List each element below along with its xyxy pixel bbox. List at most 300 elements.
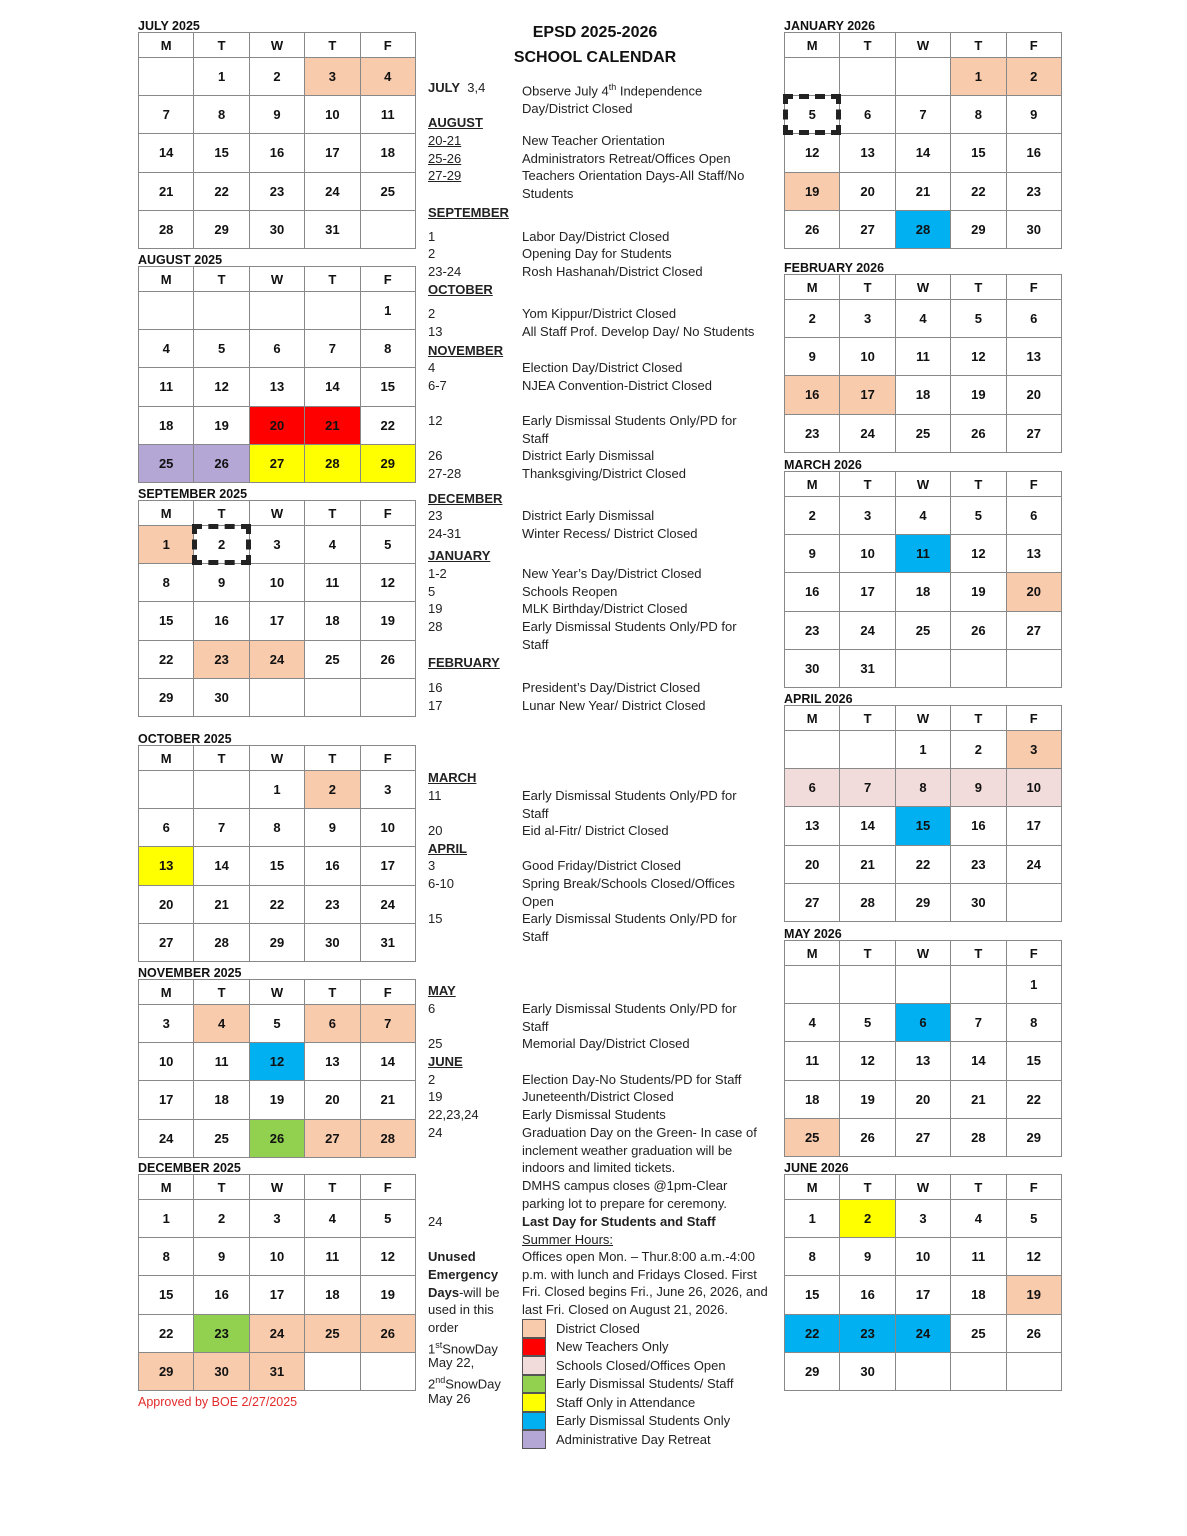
event-desc: New Teacher Orientation <box>522 133 665 148</box>
week-row <box>139 1200 416 1238</box>
legend-swatch <box>522 1375 546 1394</box>
week-row <box>785 807 1062 845</box>
unused-will-be: -will be <box>459 1285 500 1300</box>
day-cell: 24 <box>840 611 895 649</box>
week-row <box>785 58 1062 96</box>
day-cell: 3 <box>840 300 895 338</box>
weekday-header: W <box>249 746 304 771</box>
day-cell: 10 <box>360 809 415 847</box>
day-cell: 8 <box>360 330 415 368</box>
day-cell: 31 <box>249 1352 304 1390</box>
month-grid <box>784 1174 1062 1391</box>
day-cell: 2 <box>194 1200 249 1238</box>
weekday-header: W <box>895 275 950 300</box>
day-cell: 18 <box>360 134 415 172</box>
day-cell: 20 <box>139 885 194 923</box>
weekday-header: T <box>305 980 360 1005</box>
day-cell: 9 <box>249 96 304 134</box>
day-cell: 26 <box>951 611 1006 649</box>
empty-cell <box>249 678 304 716</box>
week-row <box>785 134 1062 172</box>
day-cell: 20 <box>1006 376 1061 414</box>
section-august: AUGUST <box>428 115 483 130</box>
week-row <box>139 1276 416 1314</box>
week-row <box>139 923 416 961</box>
event-date: 24 <box>428 1125 443 1140</box>
day-cell: 1 <box>1006 966 1061 1004</box>
day-cell: 30 <box>840 1352 895 1390</box>
day-cell: 20 <box>249 406 304 444</box>
day-cell: 15 <box>951 134 1006 172</box>
event-date: 23-24 <box>428 264 462 279</box>
day-cell: 12 <box>951 535 1006 573</box>
event-date: 12 <box>428 413 443 428</box>
day-cell: 15 <box>139 602 194 640</box>
empty-cell <box>951 1352 1006 1390</box>
month-may <box>784 928 1062 1157</box>
calendar-title <box>470 20 720 70</box>
weekday-header: T <box>951 33 1006 58</box>
day-cell: 25 <box>305 1314 360 1352</box>
day-cell: 2 <box>785 300 840 338</box>
event-desc: Spring Break/Schools Closed/Offices Open <box>522 876 735 909</box>
day-cell: 24 <box>305 172 360 210</box>
event-desc: Yom Kippur/District Closed <box>522 306 677 321</box>
week-row <box>139 292 416 330</box>
day-cell: 23 <box>194 1314 249 1352</box>
weekday-header: W <box>895 472 950 497</box>
week-row <box>785 1314 1062 1352</box>
week-row <box>785 535 1062 573</box>
weekday-header: F <box>1006 1175 1061 1200</box>
day-cell: 12 <box>194 368 249 406</box>
day-cell: 7 <box>139 96 194 134</box>
day-cell: 19 <box>194 406 249 444</box>
day-cell: 16 <box>785 573 840 611</box>
day-cell: 28 <box>305 444 360 482</box>
day-cell: 27 <box>139 923 194 961</box>
week-row <box>139 1043 416 1081</box>
empty-cell <box>1006 649 1061 687</box>
weekday-header: F <box>1006 472 1061 497</box>
day-cell: 28 <box>951 1118 1006 1156</box>
day-cell: 25 <box>785 1118 840 1156</box>
week-row <box>785 1352 1062 1390</box>
day-cell: 14 <box>305 368 360 406</box>
day-cell: 21 <box>305 406 360 444</box>
legend-item <box>522 1356 734 1375</box>
day-cell: 17 <box>895 1276 950 1314</box>
day-cell: 9 <box>840 1238 895 1276</box>
event-desc: Eid al-Fitr/ District Closed <box>522 823 669 838</box>
event-desc: Teachers Orientation Days-All Staff/No Students <box>522 168 745 201</box>
section-november: NOVEMBER <box>428 343 504 358</box>
weekday-header: T <box>840 941 895 966</box>
weekday-header: W <box>249 33 304 58</box>
week-row <box>785 1276 1062 1314</box>
month-title: MARCH 2026 <box>784 458 862 472</box>
month-grid <box>138 500 416 717</box>
weekday-header: F <box>360 501 415 526</box>
day-cell: 6 <box>840 96 895 134</box>
day-cell: 9 <box>194 1238 249 1276</box>
day-cell: 30 <box>1006 210 1061 248</box>
event-desc: Early Dismissal Students Only/PD for Staff <box>522 619 737 652</box>
event-date: 20 <box>428 823 443 838</box>
week-row <box>139 1005 416 1043</box>
day-cell: 7 <box>951 1004 1006 1042</box>
week-row <box>139 406 416 444</box>
empty-cell <box>840 58 895 96</box>
day-cell: 26 <box>194 444 249 482</box>
event-desc: Early Dismissal Students Only/PD for Staff <box>522 788 737 821</box>
empty-cell <box>194 771 249 809</box>
weekday-header: M <box>139 980 194 1005</box>
week-row <box>785 497 1062 535</box>
month-aug <box>138 254 416 483</box>
empty-cell <box>785 58 840 96</box>
day-cell: 25 <box>139 444 194 482</box>
event-date: 2 <box>428 246 436 261</box>
legend-label: New Teachers Only <box>556 1339 669 1355</box>
weekday-header: T <box>840 33 895 58</box>
day-cell: 1 <box>951 58 1006 96</box>
event-date: 5 <box>428 584 436 599</box>
event-desc: Early Dismissal Students Only/PD for Staff <box>522 911 737 944</box>
day-cell: 3 <box>249 1200 304 1238</box>
day-cell: 8 <box>139 1238 194 1276</box>
empty-cell <box>895 1352 950 1390</box>
day-cell: 16 <box>951 807 1006 845</box>
weekday-header: M <box>785 941 840 966</box>
day-cell: 14 <box>951 1042 1006 1080</box>
day-cell: 20 <box>840 172 895 210</box>
weekday-header: T <box>305 33 360 58</box>
day-cell: 3 <box>249 526 304 564</box>
event-desc: Observe July 4th Independence Day/District Closed <box>522 82 703 116</box>
legend-item <box>522 1393 734 1412</box>
day-cell: 17 <box>1006 807 1061 845</box>
event-desc: Early Dismissal Students Only/PD for Staff <box>522 413 737 446</box>
weekday-header: T <box>194 1175 249 1200</box>
day-cell: 1 <box>139 1200 194 1238</box>
day-cell: 24 <box>1006 845 1061 883</box>
weekday-header: W <box>895 1175 950 1200</box>
day-cell: 6 <box>305 1005 360 1043</box>
month-title: JULY 2025 <box>138 19 200 33</box>
week-row <box>139 640 416 678</box>
event-date: 25 <box>428 1036 443 1051</box>
day-cell: 5 <box>249 1005 304 1043</box>
weekday-header: F <box>360 746 415 771</box>
week-row <box>139 96 416 134</box>
week-row <box>785 1200 1062 1238</box>
weekday-header: T <box>194 33 249 58</box>
day-cell: 29 <box>139 1352 194 1390</box>
event-date: 27-28 <box>428 466 462 481</box>
day-cell: 4 <box>360 58 415 96</box>
summer-hours-title: Summer Hours: <box>522 1232 614 1247</box>
weekday-header: T <box>194 746 249 771</box>
weekday-header: M <box>139 33 194 58</box>
weekday-header: W <box>249 267 304 292</box>
day-cell: 22 <box>895 845 950 883</box>
month-dec <box>138 1162 416 1391</box>
weekday-header: T <box>951 472 1006 497</box>
empty-cell <box>785 731 840 769</box>
day-cell: 27 <box>1006 611 1061 649</box>
day-cell: 23 <box>1006 172 1061 210</box>
legend-swatch <box>522 1338 546 1357</box>
week-row <box>139 172 416 210</box>
day-cell: 16 <box>785 376 840 414</box>
day-cell: 13 <box>305 1043 360 1081</box>
day-cell: 10 <box>249 564 304 602</box>
unused-label-3 <box>428 1284 500 1302</box>
empty-cell <box>305 678 360 716</box>
weekday-header: T <box>305 501 360 526</box>
weekday-header: M <box>785 275 840 300</box>
month-jul <box>138 20 416 249</box>
day-cell: 28 <box>139 210 194 248</box>
section-january: JANUARY <box>428 548 491 563</box>
week-row <box>785 338 1062 376</box>
legend <box>522 1319 734 1449</box>
month-grid <box>138 266 416 483</box>
day-cell: 8 <box>951 96 1006 134</box>
day-cell: 6 <box>785 769 840 807</box>
summer-hours-text: Offices open Mon. – Thur.8:00 a.m.-4:00 p.m. with lunch and Fridays Closed. First Fri. Closed begins Fri., June 26, 2026, and last Fri. Closed on August 21, 2026. <box>522 1249 768 1317</box>
day-cell: 7 <box>360 1005 415 1043</box>
day-cell: 18 <box>139 406 194 444</box>
legend-item <box>522 1338 734 1357</box>
day-cell: 26 <box>840 1118 895 1156</box>
section-june: JUNE <box>428 1054 463 1069</box>
week-row <box>785 649 1062 687</box>
event-desc: MLK Birthday/District Closed <box>522 601 688 616</box>
day-cell: 12 <box>360 564 415 602</box>
event-date: 16 <box>428 680 443 695</box>
week-row <box>785 172 1062 210</box>
day-cell: 18 <box>895 376 950 414</box>
weekday-header: T <box>951 275 1006 300</box>
day-cell: 12 <box>785 134 840 172</box>
day-cell: 19 <box>840 1080 895 1118</box>
day-cell: 7 <box>840 769 895 807</box>
day-cell: 2 <box>785 497 840 535</box>
event-desc: Early Dismissal Students Only/PD for Staff <box>522 1001 737 1034</box>
day-cell: 13 <box>785 807 840 845</box>
event-date: 23 <box>428 508 443 523</box>
section-march: MARCH <box>428 770 477 785</box>
event-date: 22,23,24 <box>428 1107 479 1122</box>
day-cell: 14 <box>139 134 194 172</box>
day-cell: 23 <box>951 845 1006 883</box>
event-date: 6-10 <box>428 876 455 891</box>
day-cell: 27 <box>1006 414 1061 452</box>
weekday-header: F <box>1006 33 1061 58</box>
weekday-header: F <box>360 980 415 1005</box>
empty-cell <box>895 58 950 96</box>
month-title: MAY 2026 <box>784 927 842 941</box>
day-cell: 18 <box>785 1080 840 1118</box>
day-cell: 30 <box>951 883 1006 921</box>
week-row <box>785 731 1062 769</box>
weekday-header: W <box>249 501 304 526</box>
day-cell: 2 <box>194 526 249 564</box>
day-cell: 13 <box>249 368 304 406</box>
day-cell: 5 <box>360 526 415 564</box>
event-desc: DMHS campus closes @1pm-Clear parking lot to prepare for ceremony. <box>522 1178 728 1211</box>
day-cell: 5 <box>951 300 1006 338</box>
day-cell: 8 <box>194 96 249 134</box>
day-cell: 26 <box>951 414 1006 452</box>
day-cell: 18 <box>951 1276 1006 1314</box>
snow-day-2: 2ndSnowDay <box>428 1375 501 1392</box>
day-cell: 10 <box>249 1238 304 1276</box>
weekday-header: F <box>360 33 415 58</box>
weekday-header: F <box>1006 941 1061 966</box>
day-cell: 11 <box>951 1238 1006 1276</box>
weekday-header: T <box>840 1175 895 1200</box>
day-cell: 13 <box>895 1042 950 1080</box>
weekday-header: M <box>139 501 194 526</box>
day-cell: 3 <box>139 1005 194 1043</box>
event-desc: Election Day/District Closed <box>522 360 683 375</box>
month-apr <box>784 693 1062 922</box>
day-cell: 25 <box>895 414 950 452</box>
day-cell: 3 <box>1006 731 1061 769</box>
day-cell: 17 <box>249 1276 304 1314</box>
event-date: 1-2 <box>428 566 447 581</box>
day-cell: 20 <box>785 845 840 883</box>
week-row <box>785 1004 1062 1042</box>
day-cell: 21 <box>840 845 895 883</box>
weekday-header: F <box>1006 275 1061 300</box>
event-date: 24-31 <box>428 526 462 541</box>
month-grid <box>784 274 1062 453</box>
day-cell: 4 <box>895 497 950 535</box>
day-cell: 17 <box>360 847 415 885</box>
weekday-header: W <box>249 1175 304 1200</box>
day-cell: 10 <box>840 338 895 376</box>
day-cell: 12 <box>840 1042 895 1080</box>
section-july: JULY <box>428 80 461 95</box>
weekday-header: F <box>360 267 415 292</box>
event-date: 13 <box>428 324 443 339</box>
day-cell: 11 <box>139 368 194 406</box>
day-cell: 15 <box>194 134 249 172</box>
day-cell: 29 <box>249 923 304 961</box>
day-cell: 25 <box>305 640 360 678</box>
week-row <box>139 885 416 923</box>
legend-label: Schools Closed/Offices Open <box>556 1357 726 1373</box>
day-cell: 21 <box>139 172 194 210</box>
week-row <box>139 564 416 602</box>
day-cell: 9 <box>194 564 249 602</box>
day-cell: 15 <box>360 368 415 406</box>
empty-cell <box>951 966 1006 1004</box>
week-row <box>785 611 1062 649</box>
event-desc: District Early Dismissal <box>522 448 655 463</box>
day-cell: 30 <box>305 923 360 961</box>
day-cell: 25 <box>194 1119 249 1157</box>
day-cell: 26 <box>1006 1314 1061 1352</box>
day-cell: 31 <box>840 649 895 687</box>
day-cell: 25 <box>951 1314 1006 1352</box>
day-cell: 5 <box>360 1200 415 1238</box>
event-date: 25-26 <box>428 151 462 166</box>
event-desc-cont: Day/District Closed <box>522 100 633 116</box>
week-row <box>139 210 416 248</box>
day-cell: 17 <box>305 134 360 172</box>
day-cell: 13 <box>1006 535 1061 573</box>
day-cell: 24 <box>360 885 415 923</box>
event-desc: Administrators Retreat/Offices Open <box>522 151 731 166</box>
day-cell: 26 <box>360 640 415 678</box>
weekday-header: M <box>785 706 840 731</box>
day-cell: 2 <box>305 771 360 809</box>
event-date: 3 <box>428 858 436 873</box>
event-desc: Election Day-No Students/PD for Staff <box>522 1072 742 1087</box>
day-cell: 23 <box>785 611 840 649</box>
day-cell: 24 <box>895 1314 950 1352</box>
day-cell: 1 <box>360 292 415 330</box>
weekday-header: M <box>785 472 840 497</box>
month-sep <box>138 488 416 717</box>
day-cell: 2 <box>1006 58 1061 96</box>
section-december: DECEMBER <box>428 491 503 506</box>
event-date: 26 <box>428 448 443 463</box>
event-desc: Juneteenth/District Closed <box>522 1089 674 1104</box>
day-cell: 21 <box>194 885 249 923</box>
day-cell: 9 <box>785 535 840 573</box>
day-cell: 16 <box>249 134 304 172</box>
day-cell: 5 <box>785 96 840 134</box>
weekday-header: W <box>895 33 950 58</box>
weekday-header: M <box>139 267 194 292</box>
week-row <box>139 1314 416 1352</box>
legend-label: Early Dismissal Students Only <box>556 1413 731 1429</box>
day-cell: 23 <box>194 640 249 678</box>
week-row <box>785 376 1062 414</box>
month-title: JANUARY 2026 <box>784 19 876 33</box>
legend-label: Administrative Day Retreat <box>556 1431 711 1447</box>
empty-cell <box>305 1352 360 1390</box>
legend-swatch <box>522 1430 546 1449</box>
day-cell: 8 <box>1006 1004 1061 1042</box>
month-title: FEBRUARY 2026 <box>784 261 885 275</box>
event-desc: District Early Dismissal <box>522 508 655 523</box>
event-desc: New Year’s Day/District Closed <box>522 566 702 581</box>
day-cell: 2 <box>840 1200 895 1238</box>
week-row <box>139 809 416 847</box>
event-date: 2 <box>428 1072 436 1087</box>
day-cell: 1 <box>785 1200 840 1238</box>
section-february: FEBRUARY <box>428 655 500 670</box>
week-row <box>785 1238 1062 1276</box>
day-cell: 23 <box>785 414 840 452</box>
event-date: 17 <box>428 698 443 713</box>
event-desc: Winter Recess/ District Closed <box>522 526 698 541</box>
empty-cell <box>1006 1352 1061 1390</box>
event-desc: All Staff Prof. Develop Day/ No Students <box>522 324 755 339</box>
event-date: 20-21 <box>428 133 462 148</box>
day-cell: 8 <box>785 1238 840 1276</box>
day-cell: 28 <box>194 923 249 961</box>
empty-cell <box>139 771 194 809</box>
day-cell: 9 <box>951 769 1006 807</box>
